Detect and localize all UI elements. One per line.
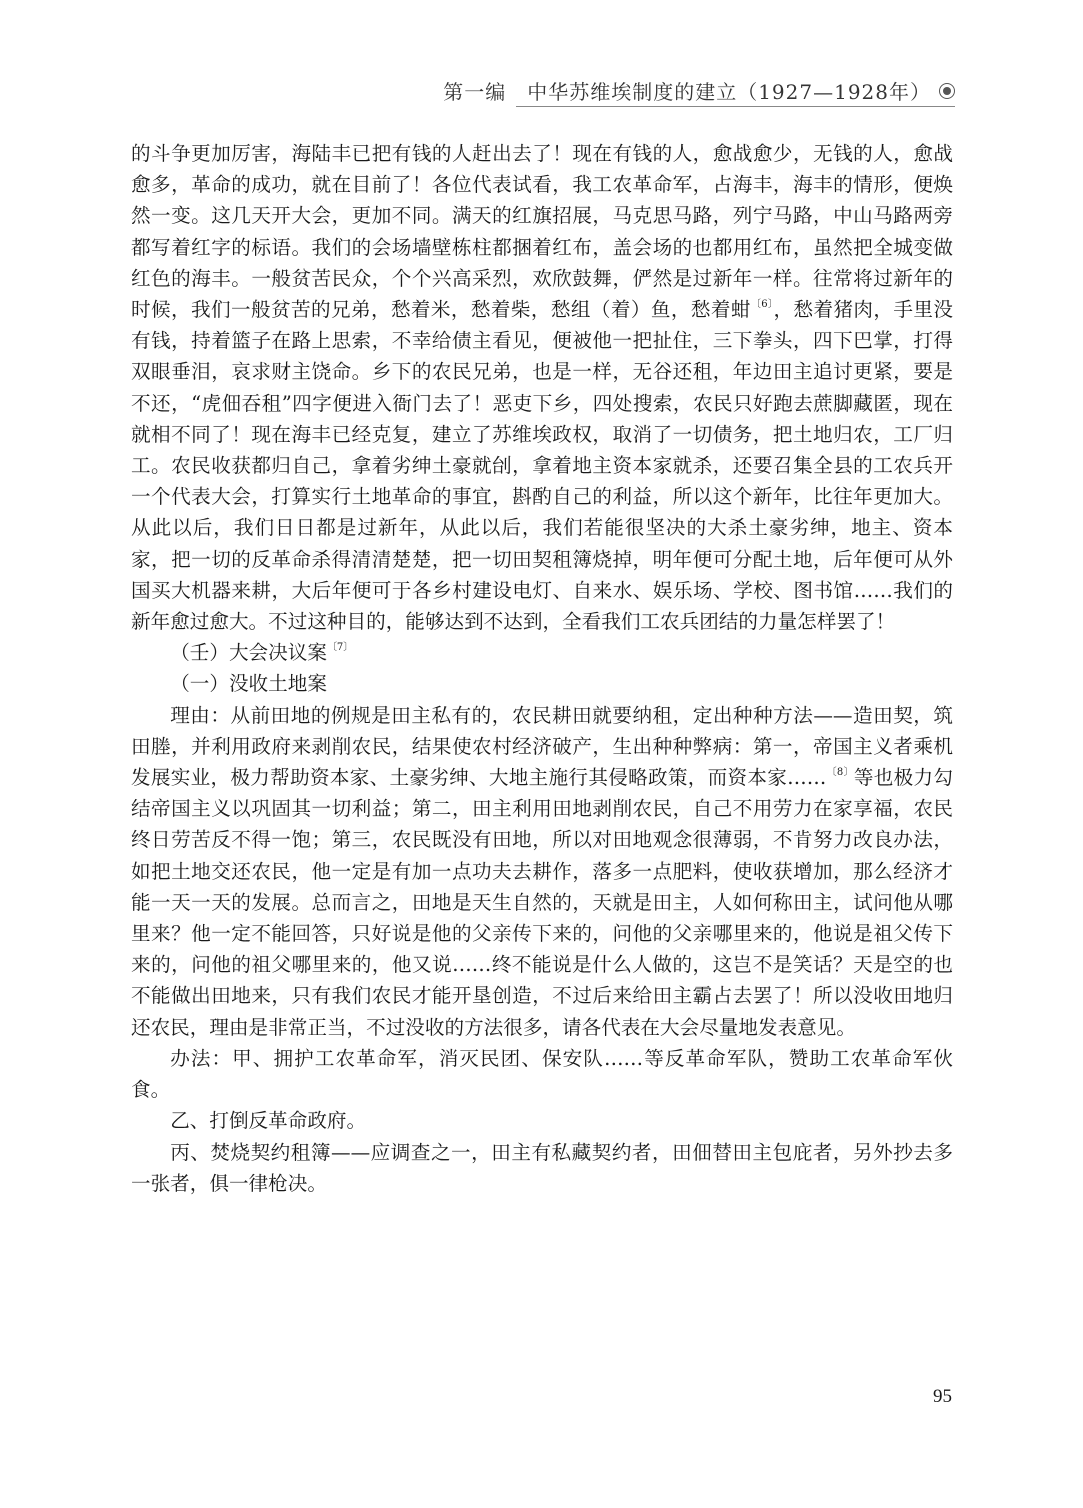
paragraph-reasons: 理由：从前田地的例规是田主私有的，农民耕田就要纳租，定出种种方法——造田契，筑田塍，并利用政府来剥削农民，结果使农村经济破产，生出种种弊病：第一，帝国主义者乘机发展实业，极力帮助资本家、土豪劣绅、大地主施行其侵略政策，而资本家……$^{〔8〕}$等也极力勾结帝国主义以巩固其一切利益；第二，田主利用田地剥削农民，自己不用劳力在家享福，农民终日劳苦反不得一饱；第三，农民既没有田地，所以对田地观念很薄弱，不肯努力改良办法，如把土地交还农民，他一定是有加一点功夫去耕作，落多一点肥料，使收获增加，那么经济才能一天一天的发展。总而言之，田地是天生自然的，天就是田主，人如何称田主，试问他从哪里来？他一定不能回答，只好说是他的父亲传下来的，问他的父亲哪里来的，他说是祖父传下来的，问他的祖父哪里来的，他又说……终不能说是什么人做的，这岂不是笑话？天是空的也不能做出田地来，只有我们农民才能开垦创造，不过后来给田主霸占去罢了！所以没收田地归还农民，理由是非常正当，不过没收的方法很多，请各代表在大会尽量地发表意见。 bbox=[131, 703, 954, 1039]
section-heading-resolutions: （壬）大会决议案$^{〔7〕}$ bbox=[170, 641, 354, 665]
section-heading-land: （一）没收土地案 bbox=[170, 672, 327, 696]
paragraph-method-b: 乙、打倒反革命政府。 bbox=[170, 1109, 367, 1133]
footnote-ref[interactable]: 〔6〕 bbox=[750, 299, 774, 311]
header-title: 第一编 中华苏维埃制度的建立（1927—1928年） bbox=[443, 80, 931, 104]
page-body bbox=[131, 138, 953, 1199]
circle-dot-icon bbox=[939, 83, 955, 99]
page-number: 95 bbox=[933, 1386, 952, 1407]
header-rule bbox=[516, 106, 955, 107]
paragraph-1: 的斗争更加厉害，海陆丰已把有钱的人赶出去了！现在有钱的人，愈战愈少，无钱的人，愈战愈多，革命的成功，就在目前了！各位代表试看，我工农革命军，占海丰，海丰的情形，便焕然一变。这几天开大会，更加不同。满天的红旗招展，马克思马路，列宁马路，中山马路两旁都写着红字的标语。我们的会场墙壁栋柱都捆着红布，盖会场的也都用红布，虽然把全城变做红色的海丰。一般贫苦民众，个个兴高采烈，欢欣鼓舞，俨然是过新年一样。往常将过新年的时候，我们一般贫苦的兄弟，愁着米，愁着柴，愁组（着）鱼，愁着蚶$^{〔6〕}$，愁着猪肉，手里没有钱，持着篮子在路上思索，不幸给债主看见，便被他一把扯住，三下拳头，四下巴掌，打得双眼垂泪，哀求财主饶命。乡下的农民兄弟，也是一样，无谷还租，年边田主追讨更紧，要是不还，“虎佃吞租”四字便进入衙门去了！恶吏下乡，四处搜索，农民只好跑去蔗脚藏匿，现在就相不同了！现在海丰已经克复，建立了苏维埃政权，取消了一切债务，把土地归农，工厂归工。农民收获都归自己，拿着劣绅土豪就刣，拿着地主资本家就杀，还要召集全县的工农兵开一个代表大会，打算实行土地革命的事宜，斟酌自己的利益，所以这个新年，比往年更加大。从此以后，我们日日都是过新年，从此以后，我们若能很坚决的大杀土豪劣绅，地主、资本家，把一切的反革命杀得清清楚楚，把一切田契租簿烧掉，明年便可分配土地，后年便可从外国买大机器来耕，大后年便可于各乡村建设电灯、自来水、娱乐场、学校、图书馆……我们的新年愈过愈大。不过这种目的，能够达到不达到，全看我们工农兵团结的力量怎样罢了！ bbox=[131, 142, 954, 634]
footnote-ref[interactable]: 〔7〕 bbox=[326, 642, 354, 654]
paragraph-method-a: 办法：甲、拥护工农革命军，消灭民团、保安队……等反革命军队，赞助工农革命军伙食。 bbox=[131, 1046, 953, 1102]
paragraph-method-c: 丙、焚烧契约租簿——应调查之一，田主有私藏契约者，田佃替田主包庇者，另外抄去多一张者，俱一律枪决。 bbox=[131, 1140, 953, 1195]
running-header bbox=[443, 76, 955, 105]
footnote-ref[interactable]: 〔8〕 bbox=[826, 767, 854, 779]
